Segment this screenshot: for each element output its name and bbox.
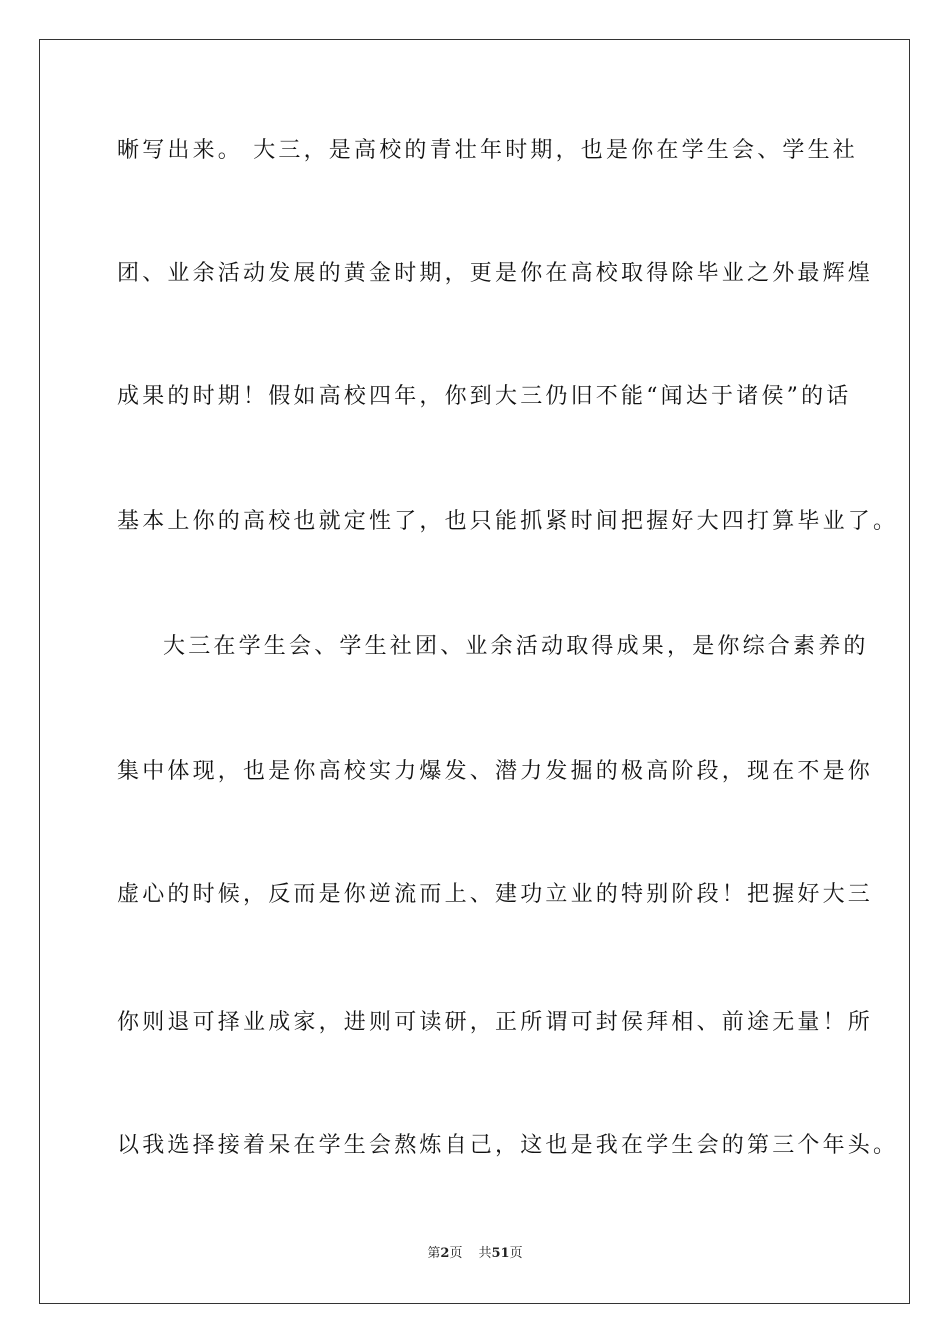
body-text-line: 晰写出来。 大三，是高校的青壮年时期，也是你在学生会、学生社 <box>117 138 858 163</box>
body-text-line: 你则退可择业成家，进则可读研，正所谓可封侯拜相、前途无量！所 <box>117 1010 874 1035</box>
body-text-line: 成果的时期！假如高校四年，你到大三仍旧不能“闻达于诸侯”的话 <box>117 384 852 409</box>
body-text-line: 团、业余活动发展的黄金时期，更是你在高校取得除毕业之外最辉煌 <box>117 261 874 286</box>
body-text-line: 虚心的时候，反而是你逆流而上、建功立业的特别阶段！把握好大三 <box>117 882 874 907</box>
page-border <box>39 39 910 1304</box>
total-prefix: 共 <box>478 1246 492 1261</box>
page-prefix: 第 <box>427 1246 441 1261</box>
body-text-line: 基本上你的高校也就定性了，也只能抓紧时间把握好大四打算毕业了。 <box>117 509 899 534</box>
paragraph-first-line: 大三在学生会、学生社团、业余活动取得成果，是你综合素养的 <box>163 634 869 659</box>
body-text-line: 以我选择接着呆在学生会熬炼自己，这也是我在学生会的第三个年头。 <box>117 1133 899 1158</box>
page-suffix: 页 <box>449 1246 463 1261</box>
total-suffix: 页 <box>509 1246 523 1261</box>
page-footer <box>0 1246 950 1262</box>
total-pages: 51 <box>491 1246 510 1261</box>
body-text-line: 集中体现，也是你高校实力爆发、潜力发掘的极高阶段，现在不是你 <box>117 759 874 784</box>
page-number: 2 <box>440 1246 450 1261</box>
